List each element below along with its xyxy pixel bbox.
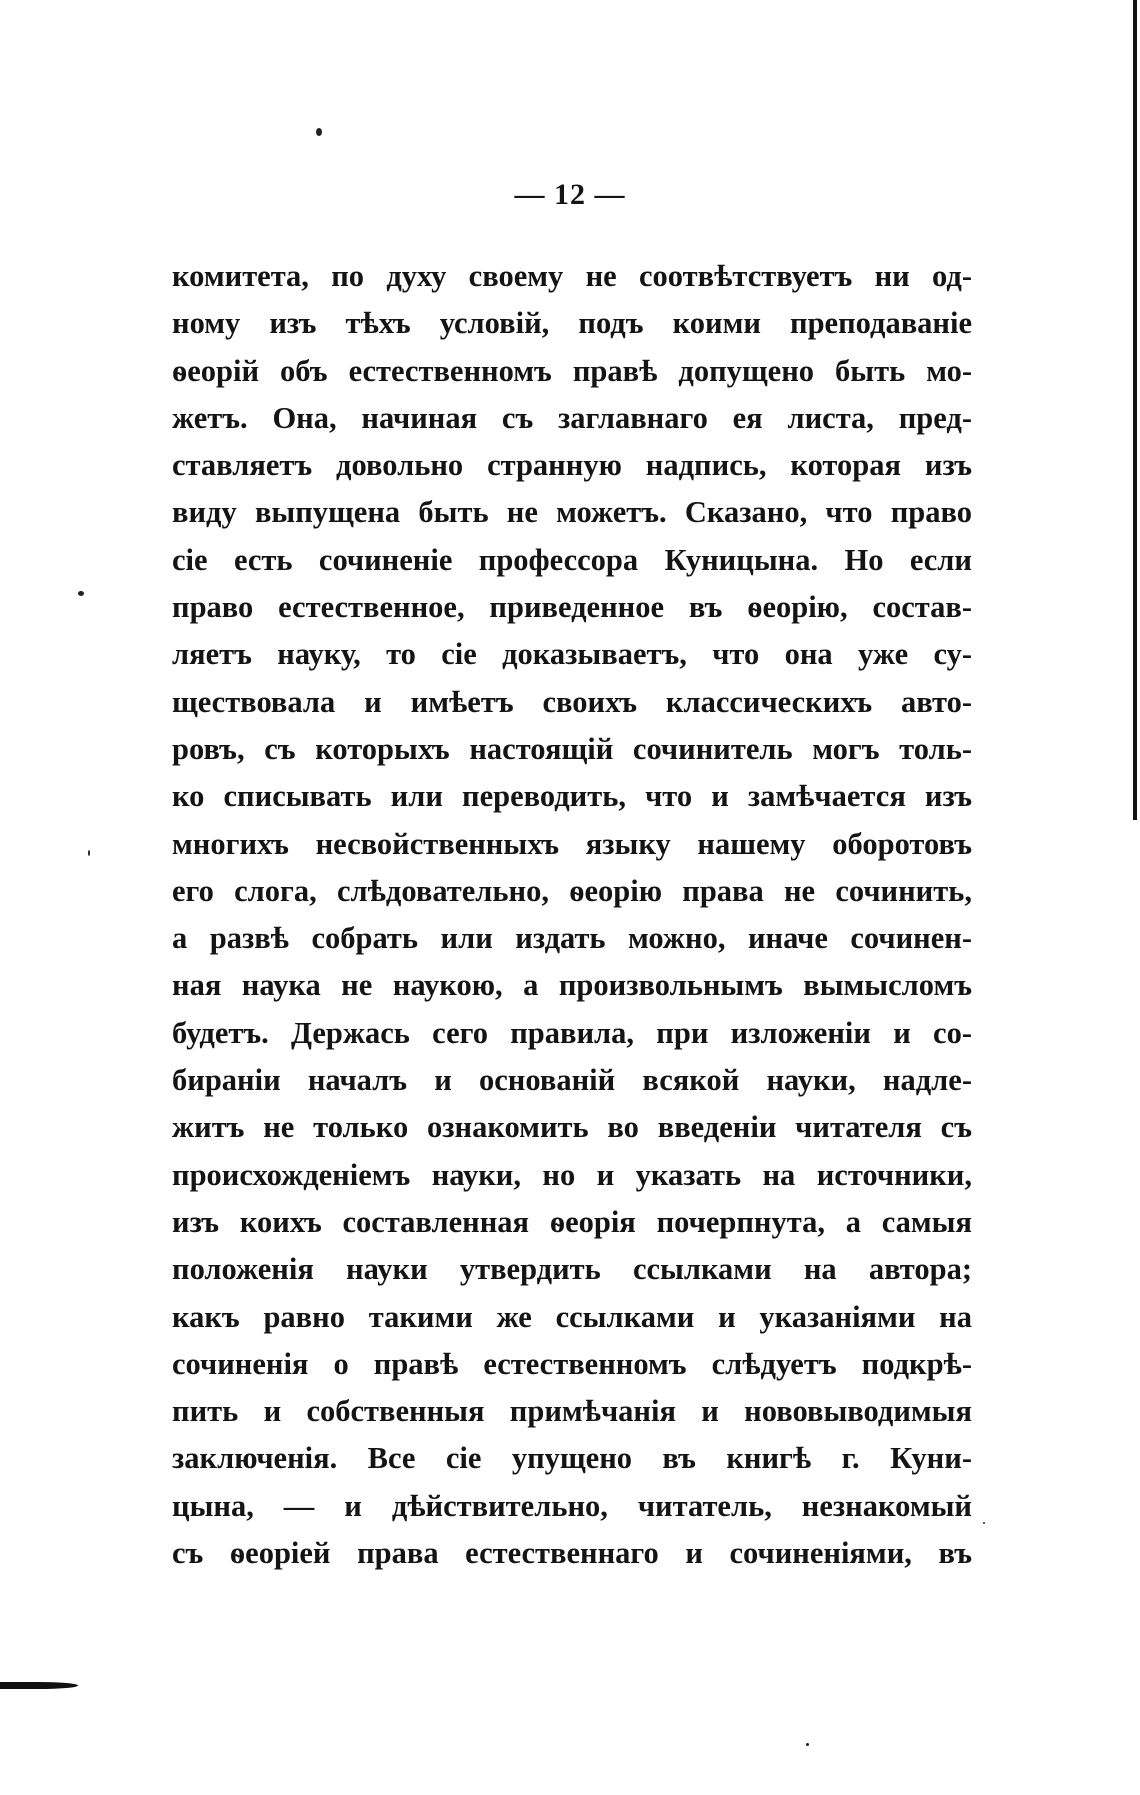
text-line: ровъ, съ которыхъ настоящій сочинитель могъ толь- [172,731,972,766]
ink-speck [316,128,322,136]
text-line: заключенія. Все сіе упущено въ книгѣ г. Куни- [172,1441,972,1476]
text-line: ная наука не наукою, а произвольнымъ вымысломъ [172,968,972,1003]
text-line: положенія науки утвердить ссылками на автора; [172,1252,972,1287]
text-line: а развѣ собрать или издать можно, иначе сочинен- [172,921,972,956]
text-line: пить и собственныя примѣчанія и нововыводимыя [172,1394,972,1429]
text-line: жетъ. Она, начиная съ заглавнаго ея листа, пред- [172,400,972,435]
page-edge-line [1133,0,1137,820]
text-line: какъ равно такими же ссылками и указаніями на [172,1299,972,1334]
text-line: ному изъ тѣхъ условій, подъ коими преподаваніе [172,306,972,341]
text-line: происхожденіемъ науки, но и указать на источники, [172,1157,972,1192]
text-line: ляетъ науку, то сіе доказываетъ, что она уже су- [172,637,972,672]
ink-speck [88,850,90,856]
ink-speck [78,591,84,596]
page-number: — 12 — [514,178,626,211]
text-line: ставляетъ довольно странную надпись, которая изъ [172,448,972,483]
text-line: цына, — и дѣйствительно, читатель, незнакомый [172,1488,972,1523]
edge-mark [0,1682,78,1689]
text-line: ко списывать или переводить, что и замѣчается изъ [172,779,972,814]
text-line: право естественное, приведенное въ ѳеорію, состав- [172,590,972,625]
text-line: многихъ несвойственныхъ языку нашему оборотовъ [172,826,972,861]
body-text [172,253,972,1577]
text-line: виду выпущена быть не можетъ. Сказано, что право [172,495,972,530]
text-line: ѳеорій объ естественномъ правѣ допущено быть мо- [172,353,972,388]
text-line: бираніи началъ и основаній всякой науки, надле- [172,1063,972,1098]
text-line: съ ѳеоріей права естественнаго и сочиненіями, въ [172,1536,972,1571]
text-line: сіе есть сочиненіе профессора Куницына. Но если [172,542,972,577]
ink-speck [806,1743,809,1746]
text-line: его слога, слѣдовательно, ѳеорію права не сочинить, [172,873,972,908]
ink-speck [983,1522,985,1524]
text-line: будетъ. Держась сего правила, при изложеніи и со- [172,1015,972,1050]
text-line: изъ коихъ составленная ѳеорія почерпнута, а самыя [172,1204,972,1239]
text-line: ществовала и имѣетъ своихъ классическихъ авто- [172,684,972,719]
text-line: комитета, по духу своему не соотвѣтствуетъ ни од- [172,259,972,293]
text-line: сочиненія о правѣ естественномъ слѣдуетъ подкрѣ- [172,1346,972,1381]
text-line: житъ не только ознакомить во введеніи читателя съ [172,1110,972,1145]
